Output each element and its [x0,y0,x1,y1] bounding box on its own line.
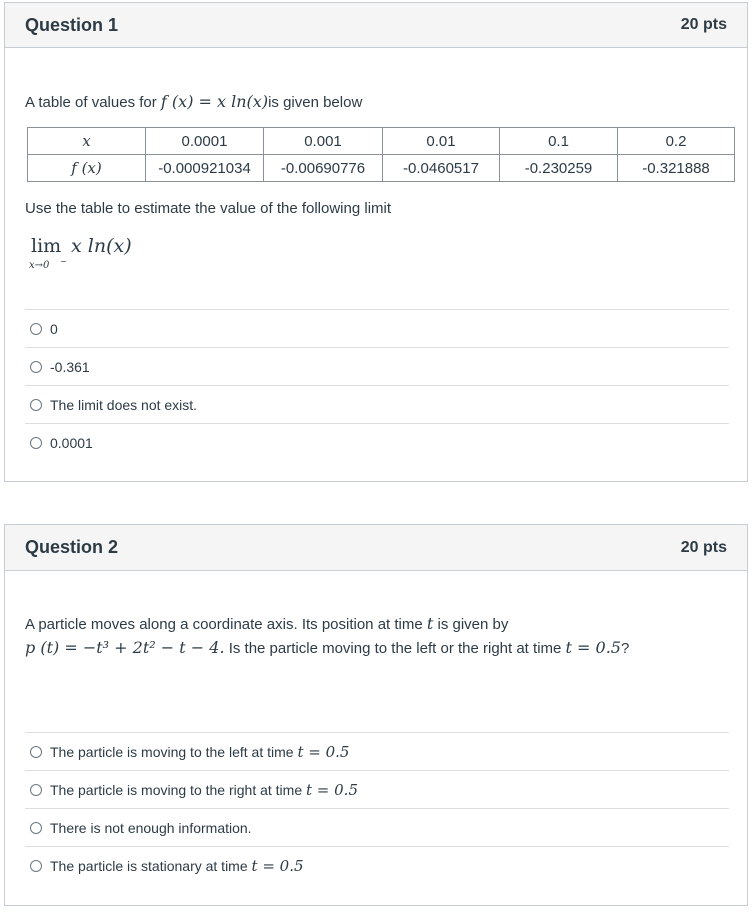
table-cell: -0.321888 [618,155,735,182]
answer-label: 0.0001 [50,434,93,451]
answer-option[interactable] [25,309,729,347]
question-2-card [4,524,748,906]
radio-button[interactable] [30,746,42,758]
question-text-end: is given by [433,616,509,633]
answer-math: t = 0.5 [297,742,350,761]
table-row [28,128,735,155]
radio-button[interactable] [30,860,42,872]
question-1-instruction: Use the table to estimate the value of the following limit [25,200,392,217]
function-expression: f (x) = x ln(x) [160,92,269,111]
question-1-intro [25,92,362,111]
limit-word: lim [31,235,62,257]
answer-option[interactable] [25,347,729,385]
answer-math: t = 0.5 [306,780,358,799]
question-2-line-2 [25,638,629,657]
table-header-x: x [28,128,146,155]
answer-label: -0.361 [50,358,90,375]
intro-text: A table of values for [25,94,161,111]
answer-label: The limit does not exist. [50,396,198,413]
answer-option[interactable] [25,846,729,884]
table-cell: -0.230259 [500,155,618,182]
answer-label: There is not enough information. [50,819,252,836]
radio-button[interactable] [30,437,42,449]
table-cell: 0.01 [383,128,500,155]
answer-math: t = 0.5 [251,856,304,875]
values-table [27,127,735,182]
radio-button[interactable] [30,784,42,796]
limit-subscript: x→0 [29,260,50,271]
radio-button[interactable] [30,822,42,834]
question-points: 20 pts [680,538,727,556]
question-title: Question 2 [25,537,119,557]
question-1-card [4,2,748,482]
answer-option[interactable] [25,770,729,808]
table-cell: 0.1 [500,128,618,155]
table-header-fx: f (x) [28,155,146,182]
time-value: t = 0.5 [565,638,621,657]
radio-button[interactable] [30,323,42,335]
table-cell: -0.000921034 [146,155,264,182]
radio-button[interactable] [30,361,42,373]
question-2-line-1 [25,614,508,633]
answer-option[interactable] [25,732,729,770]
intro-text-end: is given below [268,94,363,111]
question-points: 20 pts [680,16,727,33]
answer-label: The particle is stationary at time [50,857,248,874]
question-title: Question 1 [25,14,119,35]
question-text: Is the particle moving to the left or the right at time [224,640,566,657]
radio-button[interactable] [30,399,42,411]
question-2-header [5,525,747,571]
question-text: A particle moves along a coordinate axis. Its position at time [25,616,427,633]
answer-label: The particle is moving to the left at time [50,743,294,760]
limit-expression [27,233,167,273]
table-cell: -0.0460517 [383,155,500,182]
position-function: p (t) = −t³ + 2t² − t − 4. [25,638,225,657]
answer-label: 0 [50,320,58,337]
table-cell: -0.00690776 [264,155,383,182]
answer-option[interactable] [25,808,729,846]
limit-function: x ln(x) [71,235,132,257]
question-mark: ? [620,640,630,657]
table-row [28,155,735,182]
table-cell: 0.001 [264,128,383,155]
limit-superscript: − [60,257,67,266]
table-cell: 0.0001 [146,128,264,155]
table-cell: 0.2 [618,128,735,155]
answer-option[interactable] [25,385,729,423]
time-variable: t [426,614,434,633]
question-1-header [5,3,747,48]
answer-label: The particle is moving to the right at time [50,781,303,798]
answer-option[interactable] [25,423,729,461]
